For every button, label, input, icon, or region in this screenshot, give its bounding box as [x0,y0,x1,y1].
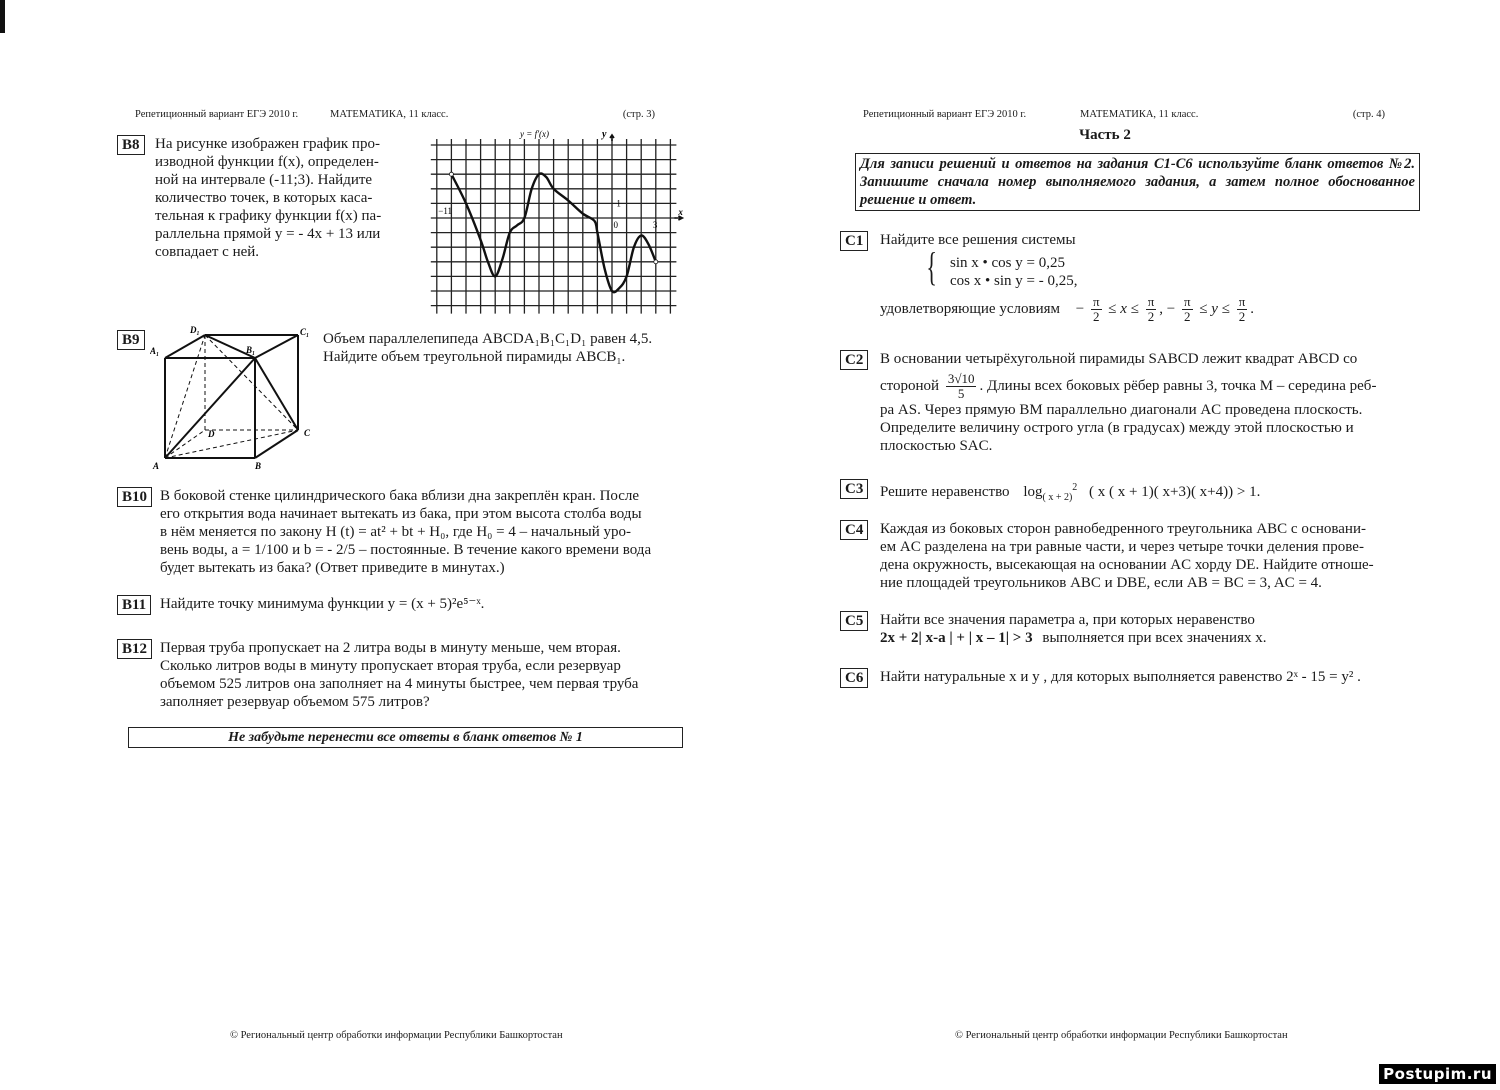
answer-sheet-notice: Не забудьте перенести все ответы в бланк ответов № 1 [128,727,683,748]
text-line: в нём меняется по закону H (t) = at² + bt + H₀, где H₀ = 4 – начальный уро- [160,524,631,540]
task-label: B9 [117,330,145,350]
header-variant: Репетиционный вариант ЕГЭ 2010 г. [863,109,1027,120]
vertex-label-a: A [153,461,160,471]
fraction-pi-over-2 [1182,295,1193,324]
denominator: 2 [1093,309,1100,324]
log-base: ( x + 2) [1042,492,1073,503]
x-axis-label: x [678,207,683,217]
task-text [880,350,1410,455]
numerator: π [1238,294,1246,309]
part-title: Часть 2 [1079,127,1131,143]
y-tick-label-unit: 1 [616,198,621,209]
denominator: 2 [1238,309,1246,324]
edge-ad [165,430,205,458]
denominator: 5 [957,386,965,401]
fraction-pi-over-2 [1146,295,1157,324]
header-page-number: (стр. 3) [622,109,655,120]
text-line: ние площадей треугольников ABC и DBE, если AB = BC = 3, AC = 4. [880,575,1322,591]
task-text [880,520,1405,592]
task-label: B11 [117,595,151,615]
side-prefix: стороной [880,377,940,394]
log-exponent: 2 [1072,482,1078,493]
task-text [160,595,690,613]
numerator: π [1092,294,1100,309]
text-line [880,372,1410,401]
text-line: совпадает с ней. [155,244,260,260]
fraction-side [946,372,977,401]
vertex-label-c: C [304,428,311,438]
text-line [880,629,1410,647]
header-subject: МАТЕМАТИКА, 11 класс. [330,109,449,120]
denominator: 2 [1184,309,1191,324]
x-tick-label-origin: 0 [613,220,618,230]
text-fragment: . Длины всех боковых рёбер равны 3, точка M – середина реб- [979,377,1377,394]
text-line: плоскостью SAC. [880,438,993,454]
task-text [155,135,415,261]
text-line: Первая труба пропускает на 2 литра воды в минуту меньше, чем вторая. [160,640,621,656]
edge-ab1 [165,358,255,458]
task-b11 [117,595,692,617]
task-label: B12 [117,639,152,659]
y-axis-arrow [610,135,614,141]
task-text [880,479,1410,507]
task-label: C1 [840,231,868,251]
text-line: На рисунке изображен график про- [155,136,380,152]
task-b12 [117,639,692,719]
numerator: π [1183,294,1191,309]
text-line: ной на интервале (-11;3). Найдите [155,172,373,188]
equation-2: cos x • sin y = - 0,25, [950,273,1078,289]
y-axis-label: y [602,130,607,140]
equation-1: sin x • cos y = 0,25 [950,255,1065,271]
fraction-pi-over-2 [1091,295,1102,324]
text-fragment: Решите неравенство [880,484,1010,500]
text-line: Определите величину острого угла (в градусах) между этой плоскостью и [880,420,1354,436]
site-watermark: Postupim.ru [1379,1064,1496,1084]
task-label: B10 [117,487,152,507]
derivative-graph [415,130,685,315]
task-text [880,668,1410,686]
equation-system [950,254,1077,290]
header-variant: Репетиционный вариант ЕГЭ 2010 г. [135,109,299,120]
page-4 [835,0,1415,1090]
task-text [160,639,690,711]
task-label: C5 [840,611,868,631]
task-c4 [840,520,1415,600]
edge-b1c1 [255,335,298,358]
task-label: C3 [840,479,868,499]
text-line: Найдите все решения системы [880,232,1076,248]
vertex-label-d: D [208,429,215,439]
vertex-label-c1: C₁ [300,327,310,337]
text-line: Найдите точку минимума функции y = (x + 5)²e⁵⁻ˣ. [160,596,485,612]
task-text [323,330,683,366]
edge-b1c [255,358,298,430]
conditions-label: удовлетворяющие условиям [880,300,1060,317]
task-c1 [840,231,1415,331]
text-line: Найти все значения параметра а, при которых неравенство [880,612,1255,628]
numerator: π [1147,294,1155,309]
open-endpoint [449,172,453,176]
x-tick-label-left: −11 [438,206,453,216]
text-line: Найти натуральные x и y , для которых выполняется равенство 2ˣ - 15 = y² . [880,669,1361,685]
task-c6 [840,668,1415,690]
numerator: 3√10 [947,371,975,386]
text-line: количество точек, в которых каса- [155,190,373,206]
text-fragment: выполняется при всех значениях х. [1042,630,1267,646]
text-line: Найдите объем треугольной пирамиды ABCB₁. [323,349,626,365]
chart-title: y = f′(x) [520,130,550,139]
task-text [880,231,1410,249]
text-line: В боковой стенке цилиндрического бака вблизи дна закреплён кран. После [160,488,640,504]
log-argument: ( x ( x + 1)( x+3)( x+4)) > 1. [1089,484,1261,500]
x-tick-label-right: 3 [652,220,658,230]
text-line: ра AS. Через прямую BM параллельно диагонали AC проведена плоскость. [880,402,1363,418]
task-c3 [840,479,1415,501]
text-line: заполняет резервуар объемом 575 литров? [160,694,430,710]
task-text [160,487,690,577]
footer-copyright: © Региональный центр обработки информации Республики Башкортостан [230,1030,563,1041]
text-line: В основании четырёхугольной пирамиды SABCD лежит квадрат ABCD со [880,351,1358,367]
header-subject: МАТЕМАТИКА, 11 класс. [1080,109,1199,120]
vertex-label-b: B [255,461,262,471]
vertex-label-a1: A₁ [150,346,160,356]
instructions-box: Для записи решений и ответов на задания С1-С6 используйте бланк ответов №2. Запишите сначала номер выполняемого задания, а затем полное обоснованное решение и ответ. [855,153,1420,211]
log-symbol: log [1023,484,1043,500]
open-endpoint [654,260,658,264]
text-line: раллельна прямой y = - 4x + 13 или [155,226,381,242]
text-line: тельная к графику функции f(x) па- [155,208,382,224]
page-3 [110,0,690,1090]
task-c5 [840,611,1415,651]
footer-copyright: © Региональный центр обработки информации Республики Башкортостан [955,1030,1288,1041]
task-label: C6 [840,668,868,688]
scan-edge-mark [0,0,5,33]
text-line: дена окружность, высекающая на основании AC хорду DE. Найдите отноше- [880,557,1374,573]
conditions-end: . [1250,300,1255,317]
task-text [880,611,1410,647]
vertex-label-b1: B₁ [246,345,256,355]
text-line: Сколько литров воды в минуту пропускает вторая труба, если резервуар [160,658,621,674]
vertex-label-d1: D₁ [190,325,200,335]
grid [431,139,677,314]
inequality: 2x + 2| x-a | + | x – 1| > 3 [880,630,1033,646]
task-label: C2 [840,350,868,370]
text-line: Каждая из боковых сторон равнобедренного треугольника ABC с основани- [880,521,1366,537]
fraction-pi-over-2 [1237,295,1248,324]
text-line: будет вытекать из бака? (Ответ приведите в минутах.) [160,560,505,576]
task-c2 [840,350,1415,460]
text-line: его открытия вода начинает вытекать из бака, при этом высота столба воды [160,506,642,522]
parallelepiped-figure [150,323,330,473]
conditions: удовлетворяющие условиям − $\frac{\pi}{2}$ ≤ x ≤ $\frac{\pi}{2}$ , − $\frac{\pi}{2}$ ≤ y ≤ $\frac{\pi}{2}$ . [880,294,1255,324]
header-page-number: (стр. 4) [1352,109,1385,120]
text-line: Объем параллелепипеда ABCDA₁B₁C₁D₁ равен 4,5. [323,331,653,347]
text-line: ем AC разделена на три равные части, и через четыре точки деления прове- [880,539,1364,555]
denominator: 2 [1147,309,1155,324]
text-line: вень воды, a = 1/100 и b = - 2/5 – постоянные. В течение какого времени вода [160,542,652,558]
task-b8 [117,135,417,275]
task-b10 [117,487,692,587]
system-brace: { [926,244,937,289]
text-line: изводной функции f(x), определен- [155,154,379,170]
task-label: B8 [117,135,145,155]
text-line: объемом 525 литров она заполняет на 4 минуты быстрее, чем первая труба [160,676,639,692]
task-label: C4 [840,520,868,540]
